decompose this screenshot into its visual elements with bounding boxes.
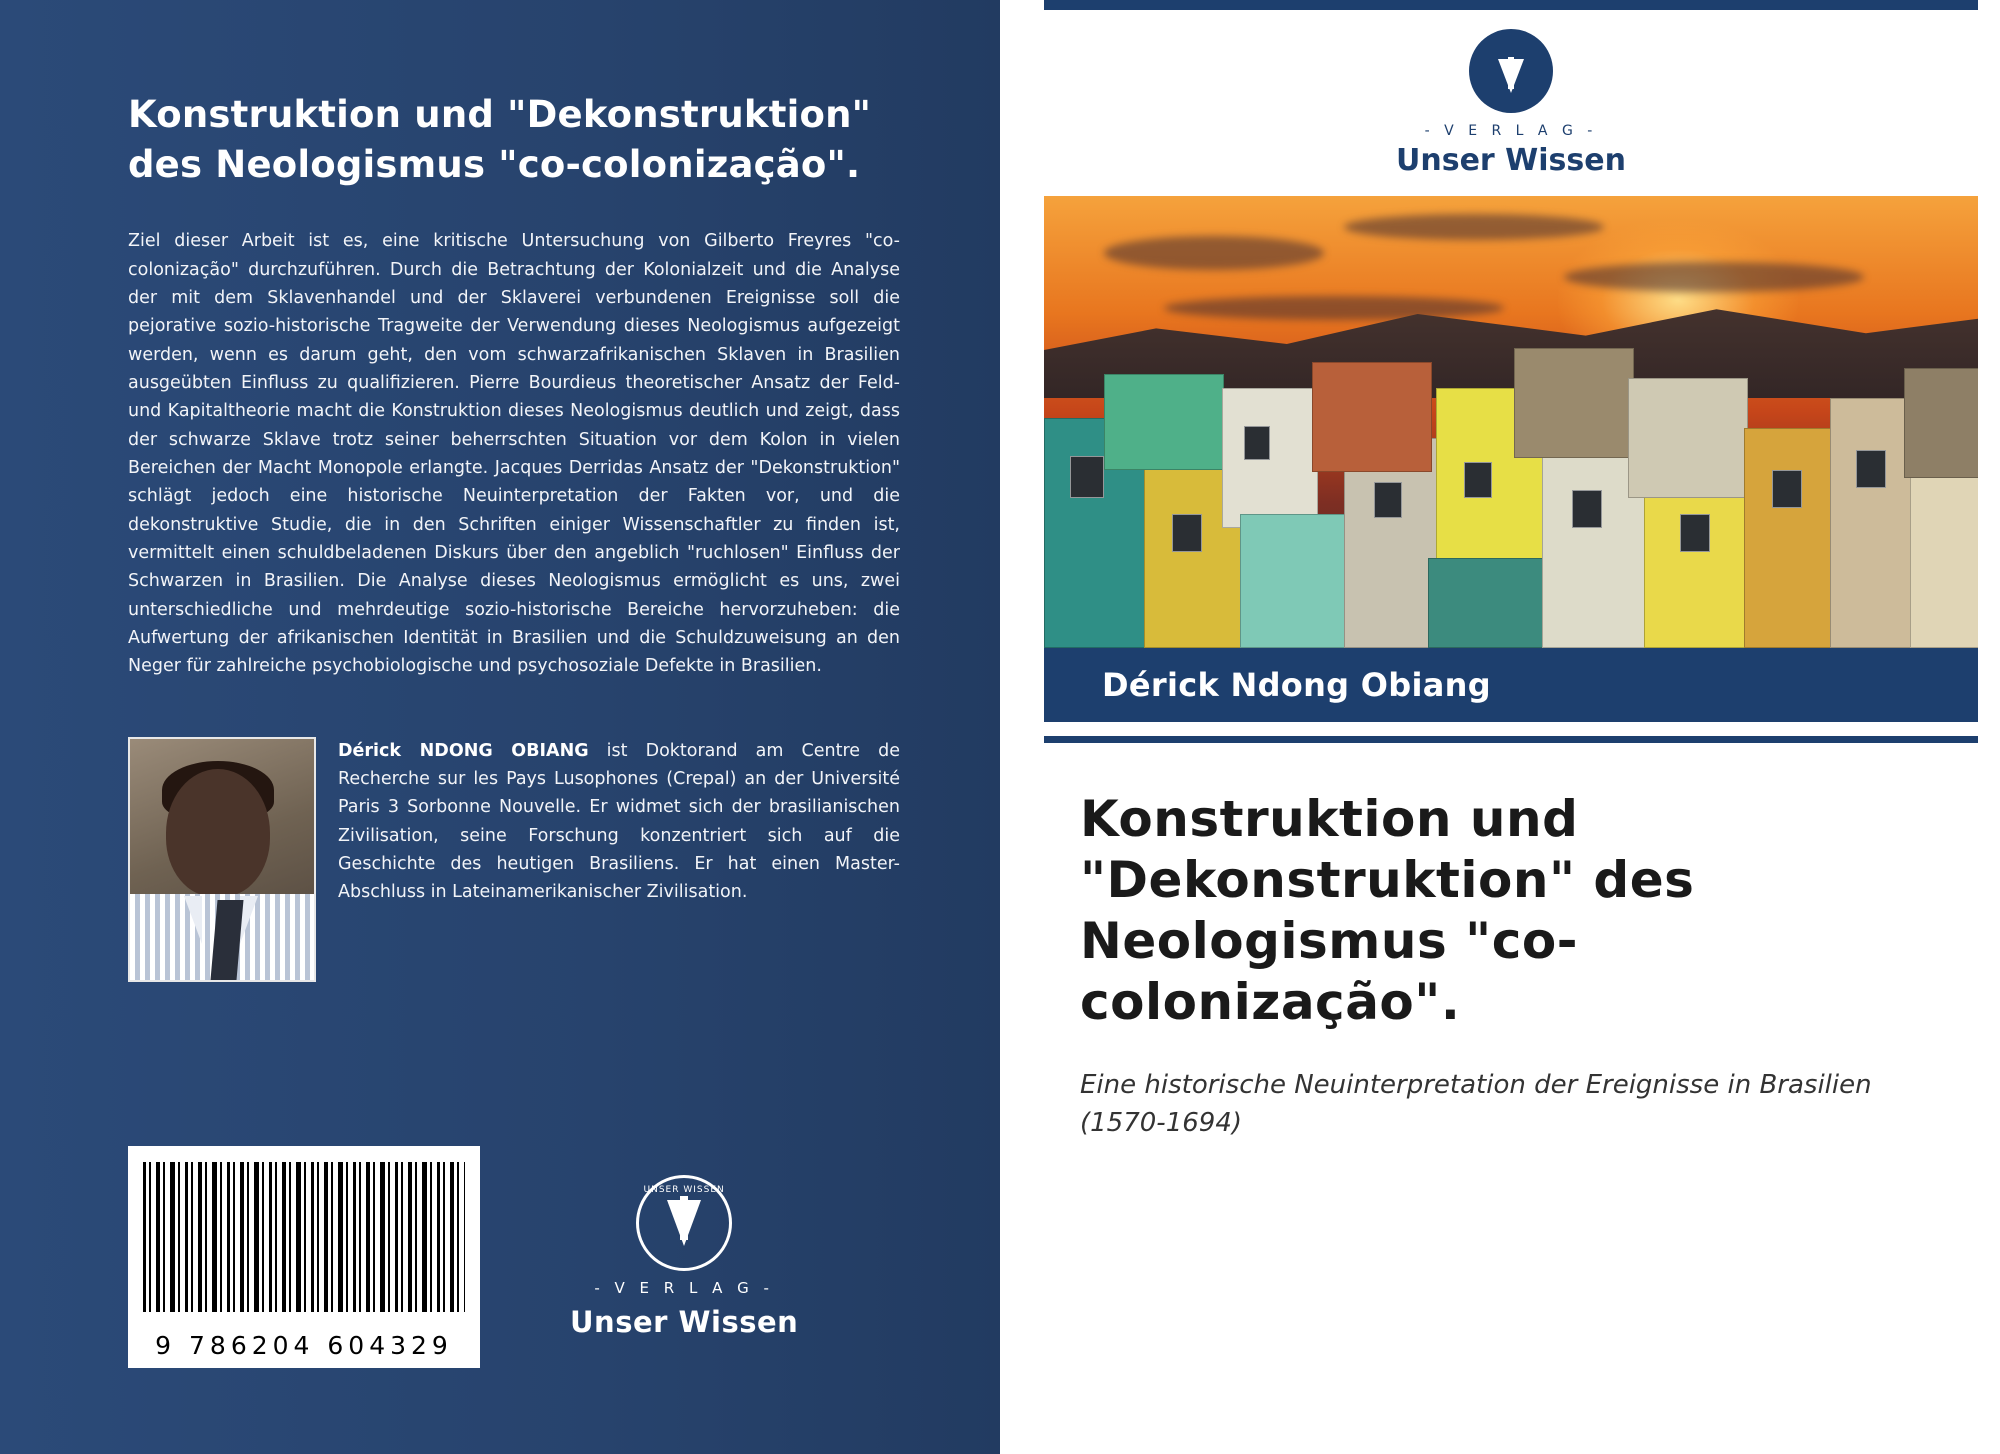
back-cover-footer bbox=[128, 1146, 798, 1368]
barcode-number: 9 786204 604329 bbox=[155, 1331, 453, 1360]
house bbox=[1628, 378, 1748, 498]
house-window bbox=[1772, 470, 1802, 508]
house bbox=[1312, 362, 1432, 472]
author-photo-collar-left bbox=[184, 896, 202, 944]
author-photo-face bbox=[166, 769, 270, 897]
barcode-bars bbox=[143, 1162, 465, 1312]
front-cover-title: Konstruktion und "Dekonstruktion" des Neologismus "co-colonização". bbox=[1080, 790, 1695, 1031]
publisher-seal-icon bbox=[636, 1175, 732, 1271]
barcode bbox=[128, 1146, 480, 1368]
publisher-seal-ring-text: UNSER WISSEN bbox=[643, 1185, 725, 1195]
author-bio-name: Dérick NDONG OBIANG bbox=[338, 740, 589, 761]
house bbox=[1222, 388, 1318, 528]
house-window bbox=[1572, 490, 1602, 528]
back-cover-blurb: Ziel dieser Arbeit ist es, eine kritische Untersuchung von Gilberto Freyres "co-colonização" durchzuführen. Durch die Betrachtung der Kolonialzeit und die Analyse der mit dem Sklavenhandel und der Sklaverei verbundenen Ereignisse soll die pejorative sozio-historische Tragweite der Verwendung dieses Neologismus aufgezeigt werden, wenn es darum geht, den vom schwarzafrikanischen Sklaven in Brasilien ausgeübten Einfluss zu qualifizieren. Pierre Bourdieus theoretischer Ansatz der Feld- und Kapitaltheorie macht die Konstruktion dieses Neologismus deutlich und zeigt, dass der schwarze Sklave trotz seiner beherrschten Situation vor dem Kolon in vielen Bereichen der Macht Monopole erlangte. Jacques Derridas Ansatz der "Dekonstruktion" schlägt jedoch eine historische Neuinterpretation der Fakten vor, und die dekonstruktive Studie, die in den Schriften einiger Wissenschaftler zu finden ist, vermittelt einen schuldbeladenen Diskurs über den angeblich "ruchlosen" Einfluss der Schwarzen in Brasilien. Die Analyse dieses Neologismus ermöglicht es uns, zwei unterschiedliche und mehrdeutige sozio-historische Bereiche hervorzuheben: die Aufwertung der afrikanischen Identität in Brasilien und die Schuldzuweisung an den Neger für zahlreiche psychobiologische und psychosoziale Defekte in Brasilien. bbox=[128, 231, 900, 677]
author-bio-text bbox=[338, 737, 900, 982]
back-cover-title: Konstruktion und "Dekonstruktion" des Neologismus "co-colonização". bbox=[128, 93, 872, 186]
house-window bbox=[1374, 482, 1402, 518]
house bbox=[1904, 368, 1978, 478]
author-bio-block bbox=[128, 737, 900, 982]
cover-photo-houses bbox=[1044, 318, 1978, 648]
author-bio-body: ist Doktorand am Centre de Recherche sur les Pays Lusophones (Crepal) an der Université Paris 3 Sorbonne Nouvelle. Er widmet sich der brasilianischen Zivilisation, seine Forschung konzentriert sich auf die Geschichte des heutigen Brasiliens. Er hat einen Master-Abschluss in Lateinamerikanischer Zivilisation. bbox=[338, 740, 900, 903]
publisher-logo-front bbox=[1396, 29, 1626, 178]
publisher-imprint-label-front: - V E R L A G - bbox=[1424, 122, 1598, 139]
cover-photo-cloud bbox=[1164, 296, 1504, 320]
front-cover-subtitle: Eine historische Neuinterpretation der Ereignisse in Brasilien (1570-1694) bbox=[1080, 1070, 1872, 1138]
publisher-seal-icon-front bbox=[1469, 29, 1553, 113]
cover-photo-cloud bbox=[1344, 214, 1604, 240]
house-window bbox=[1464, 462, 1492, 498]
front-cover-top-rule bbox=[1044, 0, 1978, 10]
house bbox=[1514, 348, 1634, 458]
house-window bbox=[1070, 456, 1104, 498]
cover-photo-cloud bbox=[1564, 262, 1864, 292]
house-window bbox=[1244, 426, 1270, 460]
book-spine bbox=[1000, 0, 1022, 1454]
author-photo bbox=[128, 737, 316, 982]
house bbox=[1104, 374, 1224, 470]
front-cover-author-band bbox=[1044, 648, 1978, 722]
publisher-logo-back bbox=[570, 1175, 798, 1339]
cover-photo-cloud bbox=[1104, 236, 1324, 270]
cover-photo-favela bbox=[1044, 196, 1978, 648]
pen-nib-icon bbox=[667, 1200, 701, 1246]
publisher-imprint-label-back: - V E R L A G - bbox=[594, 1279, 774, 1297]
publisher-logo-front-area bbox=[1022, 10, 2000, 196]
publisher-name-front: Unser Wissen bbox=[1396, 142, 1626, 178]
front-cover bbox=[1022, 0, 2000, 1454]
house bbox=[1910, 448, 1978, 648]
house bbox=[1428, 558, 1558, 648]
front-cover-author: Dérick Ndong Obiang bbox=[1102, 666, 1491, 704]
pen-nib-icon-front bbox=[1498, 59, 1524, 93]
front-cover-divider bbox=[1044, 736, 1978, 743]
publisher-name-back: Unser Wissen bbox=[570, 1305, 799, 1339]
house-window bbox=[1856, 450, 1886, 488]
house-window bbox=[1172, 514, 1202, 552]
house-window bbox=[1680, 514, 1710, 552]
